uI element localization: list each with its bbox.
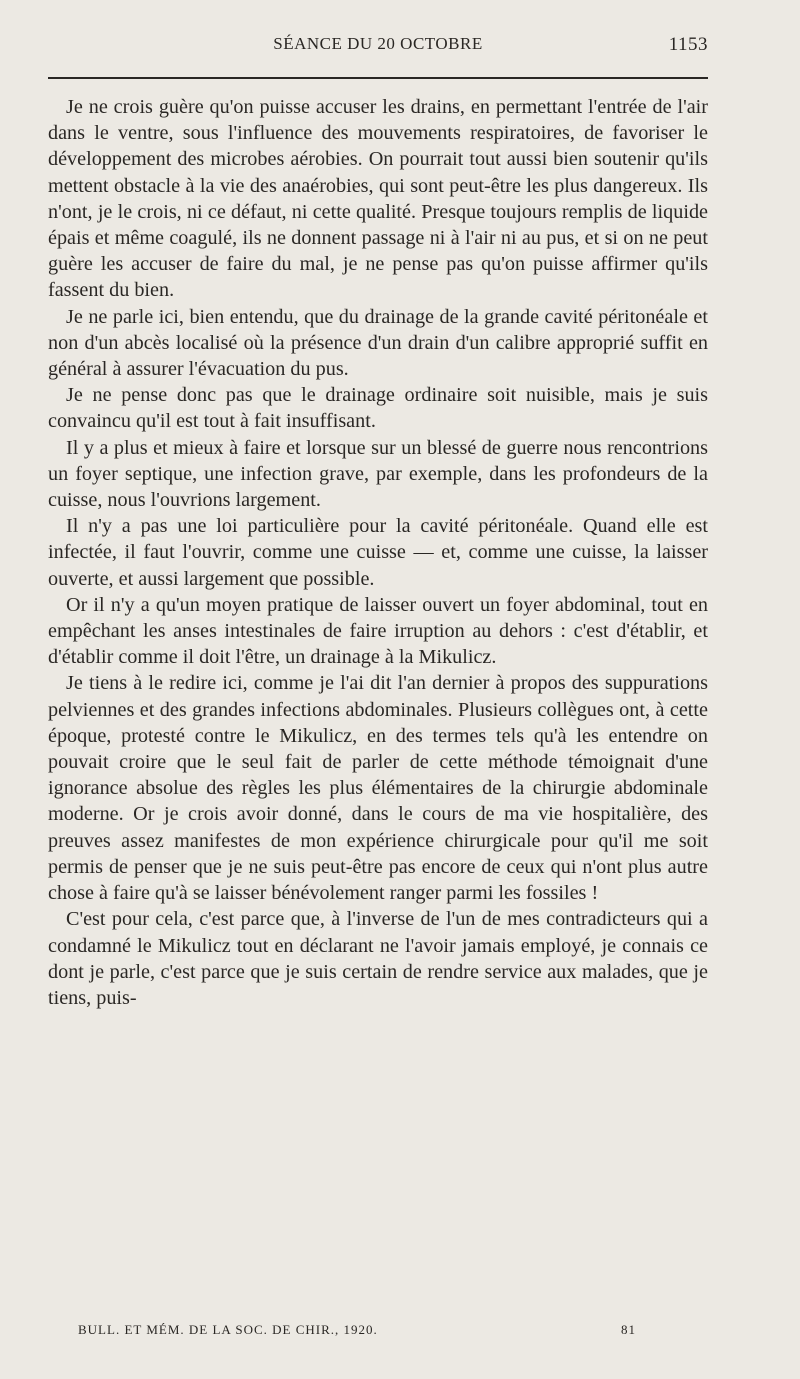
- header-rule: [48, 77, 708, 79]
- paragraph: Je tiens à le redire ici, comme je l'ai dit l'an dernier à propos des suppurations pelviennes et des grandes infections abdominales. Plusieurs collègues ont, à cette époque, protesté contre le Mikulicz, en des termes tels qu'à les entendre on pouvait croire que le seul fait de parler de cette méthode témoignait d'une ignorance absolue des règles les plus élémentaires de la chirurgie abdominale moderne. Or je crois avoir donné, dans le cours de ma vie hospitalière, des preuves assez manifestes de mon expérience chirurgicale pour qu'il me soit permis de penser que je ne suis peut-être pas encore de ceux qui n'ont plus autre chose à faire qu'à se laisser bénévolement ranger parmi les fossiles !: [48, 672, 708, 905]
- paragraph: Je ne parle ici, bien entendu, que du drainage de la grande cavité péritonéale et non d'un abcès localisé où la présence d'un drain d'un calibre approprié suffit en général à assurer l'évacuation du pus.: [48, 305, 708, 381]
- body-text: [48, 94, 708, 1011]
- paragraph: Or il n'y a qu'un moyen pratique de laisser ouvert un foyer abdominal, tout en empêchant les anses intestinales de faire irruption au dehors : c'est d'établir, et d'établir comme il doit l'être, un drainage à la Mikulicz.: [48, 593, 708, 669]
- page-number: 1153: [668, 34, 708, 55]
- header-title: SÉANCE DU 20 OCTOBRE: [273, 34, 483, 53]
- page-footer: [48, 1322, 708, 1344]
- paragraph: C'est pour cela, c'est parce que, à l'inverse de l'un de mes contradicteurs qui a condamné le Mikulicz tout en déclarant ne l'avoir jamais employé, je connais ce dont je parle, c'est parce que je suis certain de rendre service aux malades, que je tiens, puis-: [48, 908, 708, 1009]
- running-header: [48, 34, 708, 66]
- paragraph: Je ne pense donc pas que le drainage ordinaire soit nuisible, mais je suis convaincu qu'il est tout à fait insuffisant.: [48, 384, 708, 433]
- paragraph: Je ne crois guère qu'on puisse accuser les drains, en permettant l'entrée de l'air dans le ventre, sous l'influence des mouvements respiratoires, de favoriser le développement des microbes aérobies. On pourrait tout aussi bien soutenir qu'ils mettent obstacle à la vie des anaérobies, qui sont peut-être les plus dangereux. Ils n'ont, je le crois, ni ce défaut, ni cette qualité. Presque toujours remplis de liquide épais et même coagulé, ils ne donnent passage ni à l'air ni au pus, et si on ne peut guère les accuser de faire du mal, je ne pense pas qu'on puisse affirmer qu'ils fassent du bien.: [48, 96, 708, 302]
- signature-mark: 81: [621, 1322, 636, 1337]
- footer-citation: BULL. ET MÉM. DE LA SOC. DE CHIR., 1920.: [78, 1322, 378, 1337]
- paragraph: Il y a plus et mieux à faire et lorsque sur un blessé de guerre nous rencontrions un foyer septique, une infection grave, par exemple, dans les profondeurs de la cuisse, nous l'ouvrions largement.: [48, 436, 708, 512]
- paragraph: Il n'y a pas une loi particulière pour la cavité péritonéale. Quand elle est infectée, il faut l'ouvrir, comme une cuisse — et, comme une cuisse, la laisser ouverte, et aussi largement que possible.: [48, 515, 708, 590]
